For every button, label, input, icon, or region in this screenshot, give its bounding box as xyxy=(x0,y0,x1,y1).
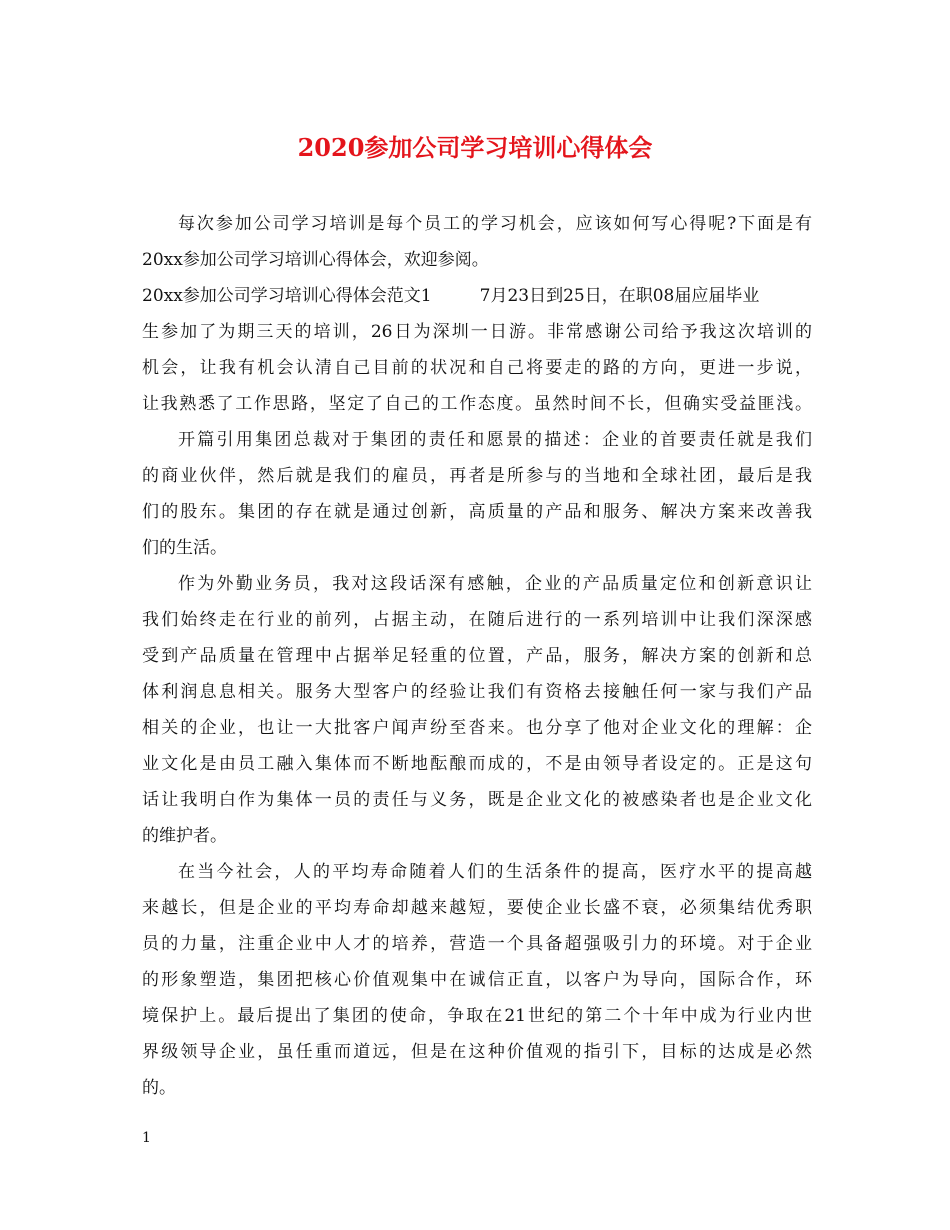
paragraph-line: 我们始终走在行业的前列，占据主动，在随后进行的一系列培训中让我们深深感 xyxy=(142,610,812,630)
paragraph-line: 作为外勤业务员，我对这段话深有感触，企业的产品质量定位和创新意识让 xyxy=(178,574,812,594)
paragraph-line: 业文化是由员工融入集体而不断地酝酿而成的，不是由领导者设定的。正是这句 xyxy=(142,754,812,774)
body-paragraph xyxy=(142,566,812,854)
paragraph-line: 体利润息息相关。服务大型客户的经验让我们有资格去接触任何一家与我们产品 xyxy=(142,682,812,702)
body-paragraph xyxy=(142,854,812,1106)
body-paragraph xyxy=(142,422,812,566)
paragraph-line: 的形象塑造，集团把核心价值观集中在诚信正直，以客户为导向，国际合作，环 xyxy=(142,970,812,990)
paragraph-line: 们的股东。集团的存在就是通过创新，高质量的产品和服务、解决方案来改善我 xyxy=(142,502,812,522)
paragraph-line: 20xx参加公司学习培训心得体会，欢迎参阅。 xyxy=(142,250,489,270)
paragraph-line: 的维护者。 xyxy=(142,826,227,846)
paragraph-line: 话让我明白作为集体一员的责任与义务，既是企业文化的被感染者也是企业文化 xyxy=(142,790,812,810)
sample-heading: 20xx参加公司学习培训心得体会范文1 xyxy=(142,286,432,306)
paragraph-line: 受到产品质量在管理中占据举足轻重的位置，产品，服务，解决方案的创新和总 xyxy=(142,646,812,666)
paragraph-line: 在当今社会，人的平均寿命随着人们的生活条件的提高，医疗水平的提高越 xyxy=(178,862,812,882)
paragraph-line: 界级领导企业，虽任重而道远，但是在这种价值观的指引下，目标的达成是必然 xyxy=(142,1042,812,1062)
paragraph-line: 来越长，但是企业的平均寿命却越来越短，要使企业长盛不衰，必须集结优秀职 xyxy=(142,898,812,918)
paragraph-line: 让我熟悉了工作思路，坚定了自己的工作态度。虽然时间不长，但确实受益匪浅。 xyxy=(142,394,812,414)
intro-paragraph xyxy=(142,206,812,278)
paragraph-line-text: 7月23日到25日，在职08届应届毕业 xyxy=(479,286,760,306)
paragraph-line: 相关的企业，也让一大批客户闻声纷至沓来。也分享了他对企业文化的理解：企 xyxy=(142,718,812,738)
document-title: 2020参加公司学习培训心得体会 xyxy=(297,133,653,162)
paragraph-line: 机会，让我有机会认清自己目前的状况和自己将要走的路的方向，更进一步说， xyxy=(142,358,812,378)
paragraph-line: 生参加了为期三天的培训，26日为深圳一日游。非常感谢公司给予我这次培训的 xyxy=(142,322,812,342)
sample-paragraph xyxy=(142,278,812,422)
document-body xyxy=(142,206,812,1106)
paragraph-line: 员的力量，注重企业中人才的培养，营造一个具备超强吸引力的环境。对于企业 xyxy=(142,934,812,954)
paragraph-line: 们的生活。 xyxy=(142,538,227,558)
page-number: 1 xyxy=(142,1130,151,1146)
paragraph-line: 开篇引用集团总裁对于集团的责任和愿景的描述：企业的首要责任就是我们 xyxy=(178,430,812,450)
paragraph-line: 境保护上。最后提出了集团的使命，争取在21世纪的第二个十年中成为行业内世 xyxy=(142,1006,812,1026)
paragraph-line: 的商业伙伴，然后就是我们的雇员，再者是所参与的当地和全球社团，最后是我 xyxy=(142,466,812,486)
paragraph-line: 每次参加公司学习培训是每个员工的学习机会，应该如何写心得呢?下面是有 xyxy=(178,214,812,234)
paragraph-line: 的。 xyxy=(142,1078,176,1098)
paragraph-line xyxy=(142,278,812,314)
